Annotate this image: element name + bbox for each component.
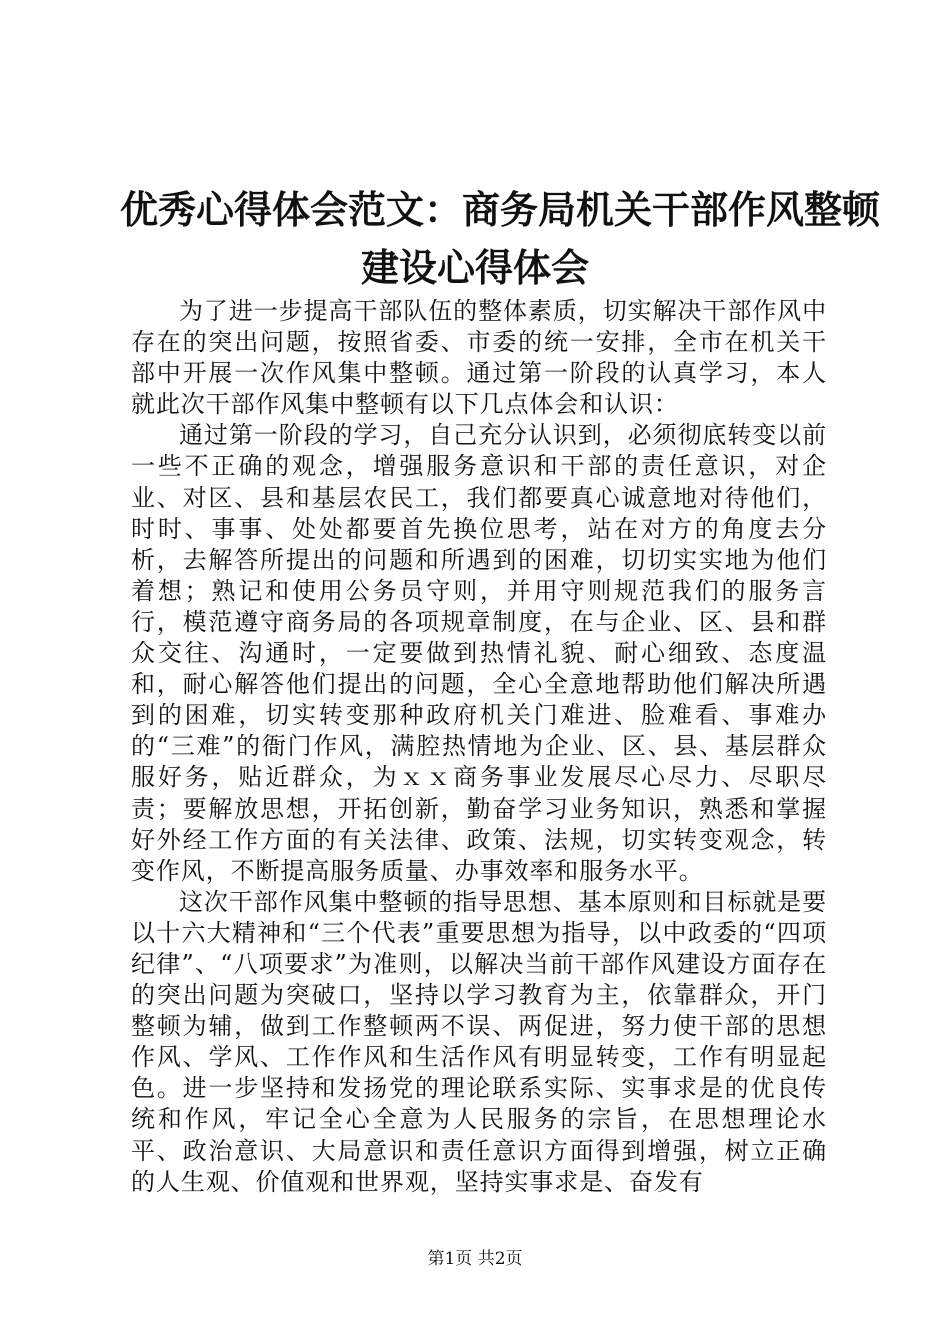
document-body	[131, 296, 827, 1198]
page-number-footer: 第1页 共2页	[427, 1249, 523, 1269]
paragraph-2: 通过第一阶段的学习，自己充分认识到，必须彻底转变以前一些不正确的观念，增强服务意识和干部的责任意识，对企业、对区、县和基层农民工，我们都要真心诚意地对待他们，时时、事事、处处都要首先换位思考，站在对方的角度去分析，去解答所提出的问题和所遇到的困难，切切实实地为他们着想；熟记和使用公务员守则，并用守则规范我们的服务言行，模范遵守商务局的各项规章制度，在与企业、区、县和群众交往、沟通时，一定要做到热情礼貌、耐心细致、态度温和，耐心解答他们提出的问题，全心全意地帮助他们解决所遇到的困难，切实转变那种政府机关门难进、脸难看、事难办的“三难”的衙门作风，满腔热情地为企业、区、县、基层群众服好务，贴近群众，为ｘｘ商务事业发展尽心尽力、尽职尽责；要解放思想，开拓创新，勤奋学习业务知识，熟悉和掌握好外经工作方面的有关法律、政策、法规，切实转变观念，转变作风，不断提高服务质量、办事效率和服务水平。	[131, 421, 827, 885]
document-title-line-2: 建设心得体会	[360, 245, 589, 290]
document-title-line-1: 优秀心得体会范文：商务局机关干部作风整顿	[120, 187, 881, 232]
paragraph-3: 这次干部作风集中整顿的指导思想、基本原则和目标就是要以十六大精神和“三个代表”重要思想为指导，以中政委的“四项纪律”、“八项要求”为准则，以解决当前干部作风建设方面存在的突出问题为突破口，坚持以学习教育为主，依靠群众，开门整顿为辅，做到工作整顿两不误、两促进，努力使干部的思想作风、学风、工作作风和生活作风有明显转变，工作有明显起色。进一步坚持和发扬党的理论联系实际、实事求是的优良传统和作风，牢记全心全意为人民服务的宗旨，在思想理论水平、政治意识、大局意识和责任意识方面得到增强，树立正确的人生观、价值观和世界观，坚持实事求是、奋发有	[131, 887, 827, 1196]
paragraph-1: 为了进一步提高干部队伍的整体素质，切实解决干部作风中存在的突出问题，按照省委、市委的统一安排，全市在机关干部中开展一次作风集中整顿。通过第一阶段的认真学习，本人就此次干部作风集中整顿有以下几点体会和认识：	[131, 297, 827, 419]
